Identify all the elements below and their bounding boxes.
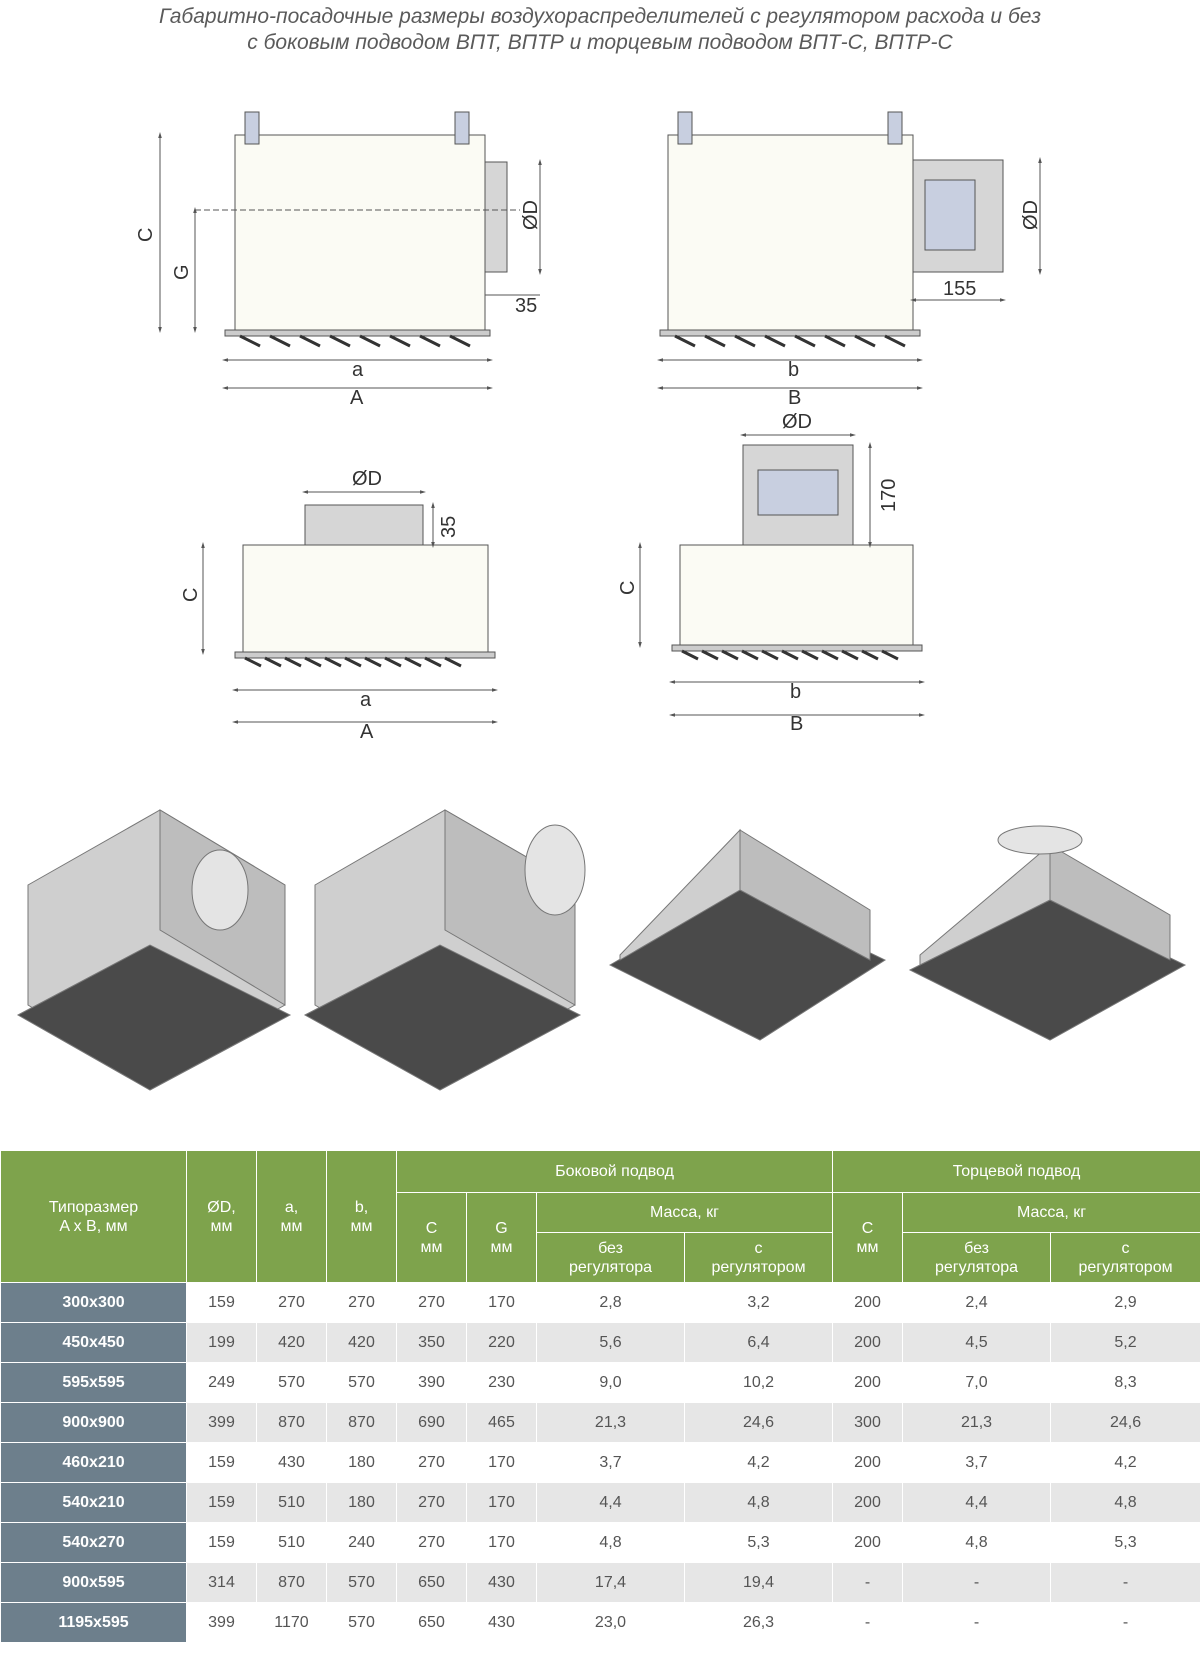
- header-side-with-reg: с регулятором: [685, 1233, 833, 1283]
- table-cell: 159: [187, 1523, 257, 1563]
- dim-c-1: C: [135, 227, 157, 242]
- dim-d-1: ØD: [520, 200, 542, 230]
- table-row: [1, 1523, 1200, 1563]
- table-cell: 5,3: [1051, 1523, 1200, 1563]
- table-row: [1, 1283, 1200, 1323]
- table-cell: 26,3: [685, 1603, 833, 1643]
- table-cell: 17,4: [537, 1563, 685, 1603]
- dim-d-3: ØD: [352, 468, 382, 490]
- table-cell: 270: [397, 1443, 467, 1483]
- table-cell: 270: [257, 1283, 327, 1323]
- table-cell: 430: [467, 1603, 537, 1643]
- dim-d-4: ØD: [782, 411, 812, 433]
- table-cell: 4,8: [685, 1483, 833, 1523]
- header-a: a, мм: [257, 1151, 327, 1283]
- dim-c-4: C: [617, 580, 639, 595]
- table-cell: 570: [327, 1603, 397, 1643]
- table-cell: 200: [833, 1323, 903, 1363]
- table-cell: 465: [467, 1403, 537, 1443]
- table-cell: 2,8: [537, 1283, 685, 1323]
- dim-a-1: a: [352, 359, 364, 381]
- table-cell: 430: [467, 1563, 537, 1603]
- table-cell: 24,6: [685, 1403, 833, 1443]
- table-cell: 4,2: [685, 1443, 833, 1483]
- table-cell: 3,7: [903, 1443, 1051, 1483]
- table-row: [1, 1603, 1200, 1643]
- render-end-no-regulator: [610, 830, 885, 1040]
- table-cell: 220: [467, 1323, 537, 1363]
- title-line-2: с боковым подводом ВПТ, ВПТР и торцевым подводом ВПТ-С, ВПТР-С: [247, 31, 953, 54]
- table-cell: 390: [397, 1363, 467, 1403]
- table-cell: 570: [257, 1363, 327, 1403]
- dim-a-3: a: [360, 689, 372, 711]
- table-cell: 4,5: [903, 1323, 1051, 1363]
- table-cell: 870: [327, 1403, 397, 1443]
- table-cell: 4,4: [537, 1483, 685, 1523]
- dim-155: 155: [943, 278, 977, 300]
- row-size-cell: 540x210: [1, 1483, 187, 1523]
- render-end-regulator: [910, 826, 1185, 1040]
- table-row: [1, 1483, 1200, 1523]
- render-side-regulator: [305, 810, 585, 1090]
- table-cell: 180: [327, 1443, 397, 1483]
- table-cell: 420: [327, 1323, 397, 1363]
- header-side-g: G мм: [467, 1193, 537, 1283]
- table-cell: -: [903, 1603, 1051, 1643]
- dimensions-table: [0, 1150, 1200, 1643]
- row-size-cell: 450x450: [1, 1323, 187, 1363]
- row-size-cell: 540x270: [1, 1523, 187, 1563]
- dim-B-2: B: [788, 387, 802, 409]
- table-cell: 10,2: [685, 1363, 833, 1403]
- table-cell: 9,0: [537, 1363, 685, 1403]
- table-cell: 2,4: [903, 1283, 1051, 1323]
- header-b: b, мм: [327, 1151, 397, 1283]
- header-end-c: C мм: [833, 1193, 903, 1283]
- header-end-connection: Торцевой подвод: [833, 1151, 1200, 1193]
- table-cell: -: [833, 1603, 903, 1643]
- table-cell: 4,4: [903, 1483, 1051, 1523]
- table-cell: 21,3: [537, 1403, 685, 1443]
- dim-c-3: C: [180, 587, 202, 602]
- table-cell: 270: [397, 1523, 467, 1563]
- table-cell: 300: [833, 1403, 903, 1443]
- render-side-no-regulator: [18, 810, 290, 1090]
- table-cell: 5,6: [537, 1323, 685, 1363]
- table-cell: 170: [467, 1443, 537, 1483]
- row-size-cell: 595x595: [1, 1363, 187, 1403]
- table-cell: 3,2: [685, 1283, 833, 1323]
- table-cell: 249: [187, 1363, 257, 1403]
- table-cell: -: [1051, 1603, 1200, 1643]
- table-cell: 170: [467, 1483, 537, 1523]
- table-cell: 350: [397, 1323, 467, 1363]
- dimension-drawings: [0, 90, 1200, 790]
- table-cell: -: [1051, 1563, 1200, 1603]
- table-body: [1, 1283, 1200, 1643]
- table-cell: 200: [833, 1443, 903, 1483]
- table-row: [1, 1363, 1200, 1403]
- table-cell: 650: [397, 1603, 467, 1643]
- table-cell: -: [833, 1563, 903, 1603]
- table-cell: 420: [257, 1323, 327, 1363]
- dim-A-1: A: [350, 387, 364, 409]
- table-cell: 8,3: [1051, 1363, 1200, 1403]
- table-cell: 4,8: [1051, 1483, 1200, 1523]
- dim-b-4: b: [790, 681, 802, 703]
- row-size-cell: 900x900: [1, 1403, 187, 1443]
- header-side-mass: Масса, кг: [537, 1193, 833, 1233]
- table-cell: 170: [467, 1523, 537, 1563]
- row-size-cell: 1195x595: [1, 1603, 187, 1643]
- table-cell: 690: [397, 1403, 467, 1443]
- table-cell: 5,2: [1051, 1323, 1200, 1363]
- drawing-side-no-regulator: [160, 112, 540, 388]
- table-row: [1, 1563, 1200, 1603]
- table-cell: -: [903, 1563, 1051, 1603]
- table-cell: 200: [833, 1523, 903, 1563]
- table-cell: 570: [327, 1363, 397, 1403]
- row-size-cell: 300x300: [1, 1283, 187, 1323]
- table-cell: 200: [833, 1363, 903, 1403]
- table-cell: 1170: [257, 1603, 327, 1643]
- table-cell: 510: [257, 1483, 327, 1523]
- product-renderings: [0, 790, 1200, 1150]
- header-side-c: C мм: [397, 1193, 467, 1283]
- header-end-with-reg: с регулятором: [1051, 1233, 1200, 1283]
- dim-B-4: B: [790, 713, 804, 735]
- table-cell: 200: [833, 1483, 903, 1523]
- table-cell: 230: [467, 1363, 537, 1403]
- header-end-without-reg: без регулятора: [903, 1233, 1051, 1283]
- table-cell: 430: [257, 1443, 327, 1483]
- dim-170: 170: [878, 478, 900, 512]
- dim-b-2: b: [788, 359, 800, 381]
- page-title: [0, 4, 1200, 56]
- table-cell: 399: [187, 1403, 257, 1443]
- drawing-end-regulator: [640, 435, 922, 715]
- table-cell: 510: [257, 1523, 327, 1563]
- dim-35-3: 35: [438, 515, 460, 538]
- dim-A-3: A: [360, 721, 374, 743]
- table-cell: 399: [187, 1603, 257, 1643]
- header-end-mass: Масса, кг: [903, 1193, 1200, 1233]
- table-cell: 159: [187, 1443, 257, 1483]
- dim-35-1: 35: [515, 295, 538, 317]
- table-row: [1, 1323, 1200, 1363]
- table-cell: 2,9: [1051, 1283, 1200, 1323]
- table-cell: 5,3: [685, 1523, 833, 1563]
- table-cell: 200: [833, 1283, 903, 1323]
- table-cell: 24,6: [1051, 1403, 1200, 1443]
- table-cell: 314: [187, 1563, 257, 1603]
- table-row: [1, 1403, 1200, 1443]
- table-cell: 159: [187, 1283, 257, 1323]
- table-cell: 4,2: [1051, 1443, 1200, 1483]
- table-cell: 6,4: [685, 1323, 833, 1363]
- row-size-cell: 460x210: [1, 1443, 187, 1483]
- table-cell: 240: [327, 1523, 397, 1563]
- row-size-cell: 900x595: [1, 1563, 187, 1603]
- table-cell: 270: [397, 1483, 467, 1523]
- header-side-connection: Боковой подвод: [397, 1151, 833, 1193]
- drawing-side-regulator: [660, 112, 1040, 388]
- table-cell: 270: [397, 1283, 467, 1323]
- table-cell: 23,0: [537, 1603, 685, 1643]
- dim-d-2: ØD: [1020, 200, 1042, 230]
- table-cell: 3,7: [537, 1443, 685, 1483]
- table-cell: 19,4: [685, 1563, 833, 1603]
- table-cell: 270: [327, 1283, 397, 1323]
- table-cell: 180: [327, 1483, 397, 1523]
- table-cell: 4,8: [903, 1523, 1051, 1563]
- table-cell: 4,8: [537, 1523, 685, 1563]
- table-cell: 570: [327, 1563, 397, 1603]
- title-line-1: Габаритно-посадочные размеры воздухораспределителей с регулятором расхода и без: [159, 5, 1041, 28]
- dim-g-1: G: [171, 264, 193, 280]
- table-cell: 650: [397, 1563, 467, 1603]
- table-cell: 170: [467, 1283, 537, 1323]
- table-row: [1, 1443, 1200, 1483]
- header-size: Типоразмер A x B, мм: [1, 1151, 187, 1283]
- table-cell: 199: [187, 1323, 257, 1363]
- table-cell: 7,0: [903, 1363, 1051, 1403]
- header-d: ØD, мм: [187, 1151, 257, 1283]
- table-cell: 870: [257, 1563, 327, 1603]
- table-cell: 21,3: [903, 1403, 1051, 1443]
- header-side-without-reg: без регулятора: [537, 1233, 685, 1283]
- table-cell: 159: [187, 1483, 257, 1523]
- table-cell: 870: [257, 1403, 327, 1443]
